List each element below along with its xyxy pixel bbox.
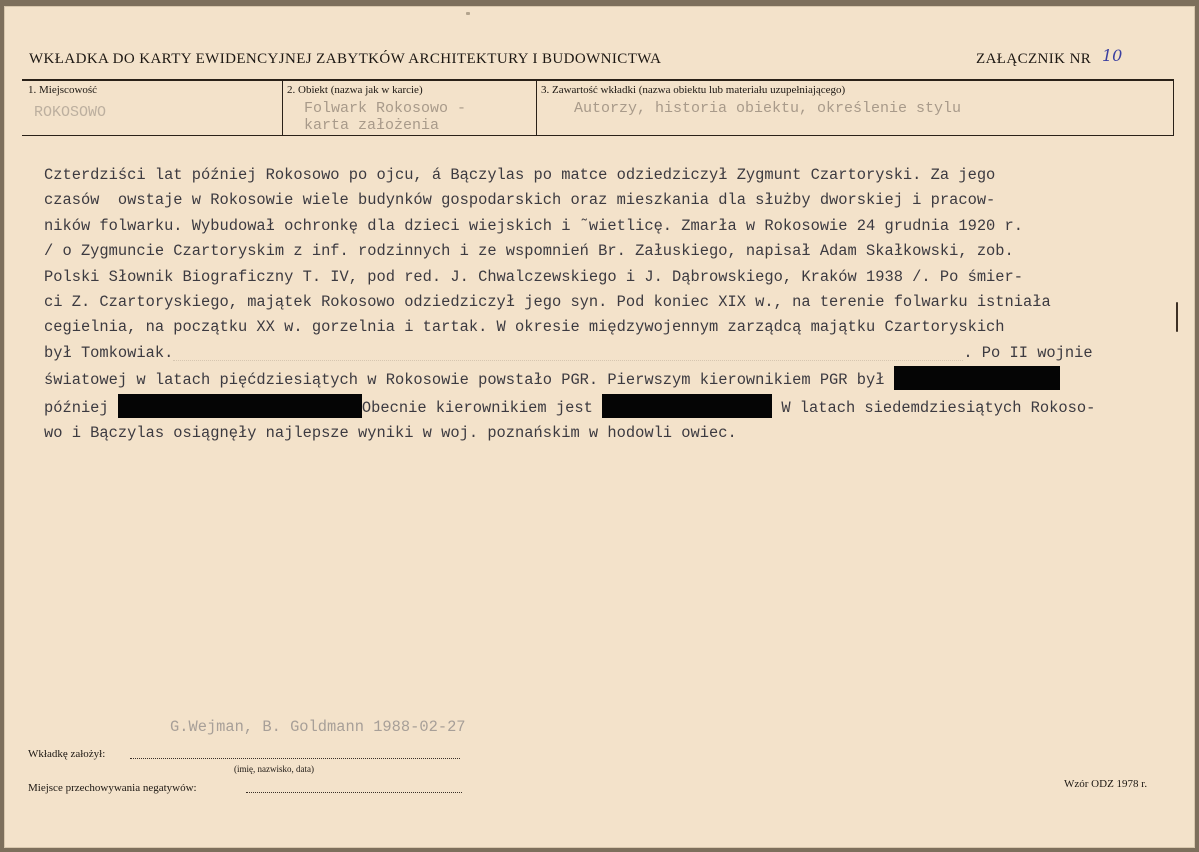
contents-label: 3. Zawartość wkładki (nazwa obiektu lub materiału uzupełniającego) xyxy=(541,84,846,96)
contents-value: Autorzy, historia obiektu, określenie stylu xyxy=(574,100,962,117)
negatives-dotted-line xyxy=(246,792,462,793)
text-line xyxy=(44,394,1174,421)
redaction-box xyxy=(118,394,362,418)
text-line: czasów owstaje w Rokosowie wiele budynków gospodarskich oraz mieszkania dla służby dworskiej i pracow- xyxy=(44,191,996,210)
locality-value: ROKOSOWO xyxy=(34,104,107,121)
text-line xyxy=(44,366,1174,393)
object-label: 2. Obiekt (nazwa jak w karcie) xyxy=(287,84,423,96)
typed-history-text xyxy=(44,163,1174,446)
object-value-line-1: Folwark Rokosowo - xyxy=(304,100,467,117)
text-line: Czterdziści lat później Rokosowo po ojcu, á Bączylas po matce odziedziczył Zygmunt Czartoryski. Za jego xyxy=(44,166,996,184)
founded-dotted-line xyxy=(130,758,460,759)
paper-mark xyxy=(1176,302,1178,332)
column-divider-2 xyxy=(536,81,537,135)
text-line: ników folwarku. Wybudował ochronkę dla dzieci wiejskich i ˜wietlicę. Zmarła w Rokosowie 24 grudnia 1920 r. xyxy=(44,216,1024,235)
annex-label: ZAŁĄCZNIK NR xyxy=(976,51,1092,67)
header-rule-bottom xyxy=(22,135,1174,136)
text-line xyxy=(44,341,1174,366)
column-divider-right xyxy=(1173,79,1174,135)
founded-hint: (imię, nazwisko, data) xyxy=(234,764,314,774)
object-value-line-2: karta założenia xyxy=(304,117,440,134)
form-model: Wzór ODZ 1978 r. xyxy=(1064,778,1148,790)
text-line: wo i Bączylas osiągnęły najlepsze wyniki w woj. poznańskim w hodowli owiec. xyxy=(44,424,737,443)
founded-label: Wkładkę założył: xyxy=(28,748,106,760)
redaction-box xyxy=(602,394,772,418)
text-fragment: światowej w latach pięćdziesiątych w Rokosowie powstało PGR. Pierwszym kierownikiem PGR był xyxy=(44,371,885,390)
annex-number: 10 xyxy=(1102,46,1123,65)
text-fragment: później xyxy=(44,398,109,417)
text-line: / o Zygmuncie Czartoryskim z inf. rodzinnych i ze wspomnień Br. Załuskiego, napisał Adam Skałkowski, zob. xyxy=(44,242,1014,261)
authors-signature: G.Wejman, B. Goldmann 1988-02-27 xyxy=(170,718,466,736)
paper-speck xyxy=(466,12,470,15)
text-line: Polski Słownik Biograficzny T. IV, pod red. J. Chwalczewskiego i J. Dąbrowskiego, Kraków 1938 /. Po śmier- xyxy=(44,267,1024,286)
text-fragment: . Po II wojnie xyxy=(963,343,1093,362)
redaction-box xyxy=(894,366,1060,390)
negatives-label: Miejsce przechowywania negatywów: xyxy=(28,782,197,794)
text-line: ci Z. Czartoryskiego, majątek Rokosowo odziedziczył jego syn. Pod koniec XIX w., na terenie folwarku istniała xyxy=(44,293,1051,312)
locality-label: 1. Miejscowość xyxy=(28,84,98,96)
text-fragment: W latach siedemdziesiątych Rokoso- xyxy=(781,398,1096,417)
text-fragment: był Tomkowiak. xyxy=(44,343,174,362)
form-title: WKŁADKA DO KARTY EWIDENCYJNEJ ZABYTKÓW ARCHITEKTURY I BUDOWNICTWA xyxy=(29,51,662,67)
column-divider-1 xyxy=(282,81,283,135)
text-line: cegielnia, na początku XX w. gorzelnia i tartak. W okresie międzywojennym zarządcą majątku Czartoryskich xyxy=(44,318,1005,337)
header-rule-top xyxy=(22,79,1174,81)
blank-gap xyxy=(173,342,963,361)
record-card xyxy=(4,6,1195,848)
text-fragment: Obecnie kierownikiem jest xyxy=(361,398,593,417)
